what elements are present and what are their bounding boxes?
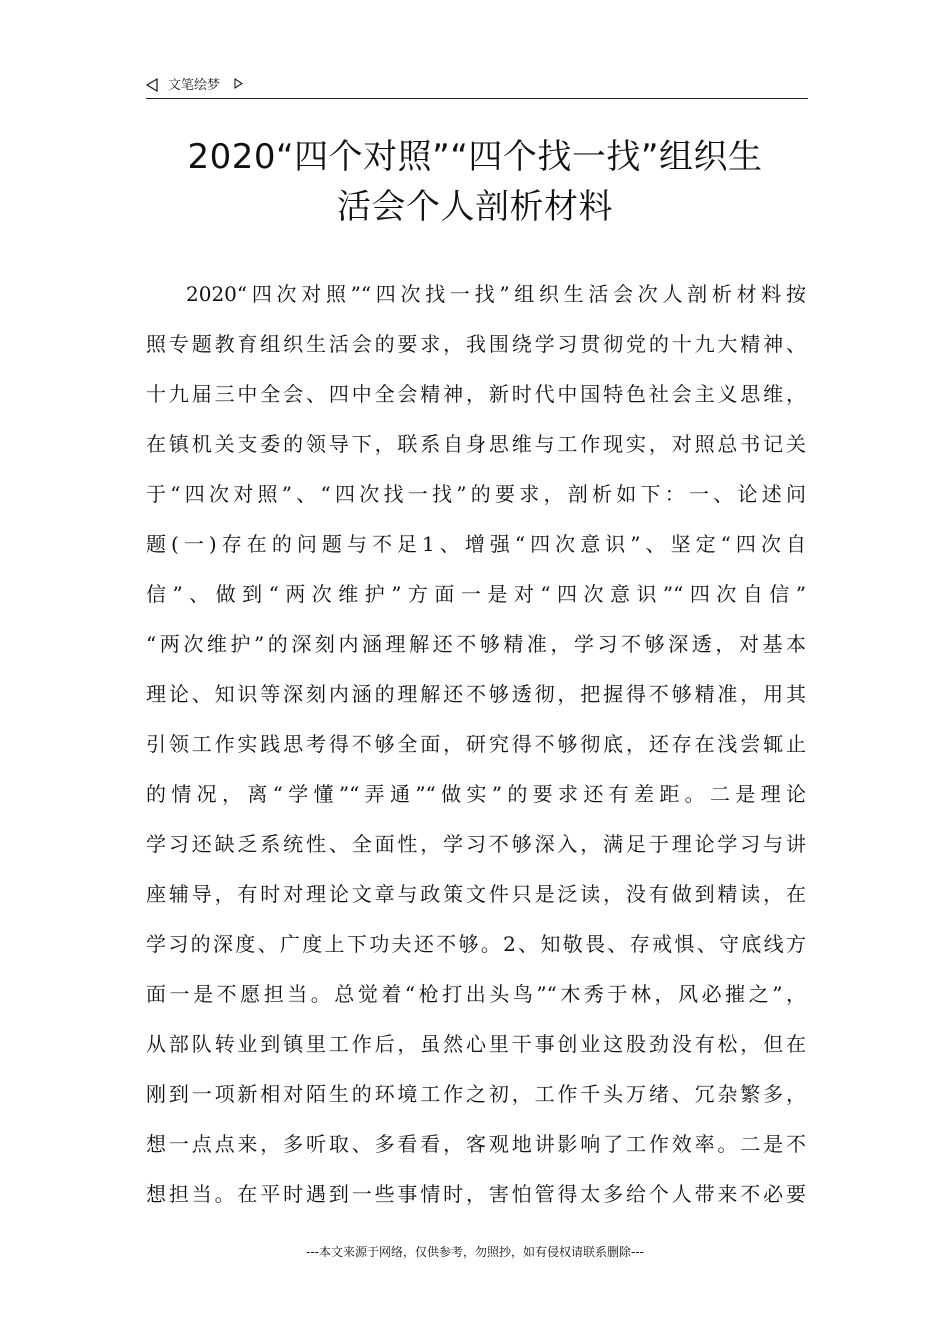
body-line: 十九届三中全会、四中全会精神，新时代中国特色社会主义思维， [146,382,806,406]
body-line: 想担当。在平时遇到一些事情时，害怕管得太多给个人带来不必要 [146,1182,806,1206]
body-line: 面一是不愿担当。总觉着“枪打出头鸟”“木秀于林，风必摧之”， [146,982,806,1006]
body-line: 学习还缺乏系统性、全面性，学习不够深入，满足于理论学习与讲 [146,832,806,856]
title-line-2: 活会个人剖析材料 [337,187,613,227]
body-line: 刚到一项新相对陌生的环境工作之初，工作千头万绪、冗杂繁多， [146,1082,806,1106]
page-header [146,74,808,99]
body-line: 在镇机关支委的领导下，联系自身思维与工作现实，对照总书记关 [146,432,806,456]
body-line: 信”、做到“两次维护”方面一是对“四次意识”“四次自信” [146,582,806,606]
body-line: 从部队转业到镇里工作后，虽然心里干事创业这股劲没有松，但在 [146,1032,806,1056]
body-line: “两次维护”的深刻内涵理解还不够精准，学习不够深透，对基本 [146,632,806,656]
title-line-1: 2020“四个对照”“四个找一找”组织生 [187,137,763,177]
body-line: 引领工作实践思考得不够全面，研究得不够彻底，还存在浅尝辄止 [146,732,806,756]
page-footer: ---本文来源于网络，仅供参考，勿照抄，如有侵权请联系删除--- [306,1245,644,1259]
body-line: 座辅导，有时对理论文章与政策文件只是泛读，没有做到精读，在 [146,882,806,906]
body-line: 照专题教育组织生活会的要求，我围绕学习贯彻党的十九大精神、 [146,332,806,356]
triangle-left-icon [146,78,158,92]
triangle-right-icon [234,78,243,89]
header-brand: 文笔绘梦 [168,78,221,93]
body-line: 题(一)存在的问题与不足1、增强“四次意识”、坚定“四次自 [146,532,806,556]
body-paragraph [146,272,806,1222]
body-line: 理论、知识等深刻内涵的理解还不够透彻，把握得不够精准，用其 [146,682,806,706]
page-title [120,132,830,232]
body-line: 2020“四次对照”“四次找一找”组织生活会次人剖析材料按 [186,282,806,306]
body-line: 的情况，离“学懂”“弄通”“做实”的要求还有差距。二是理论 [146,782,806,806]
body-line: 学习的深度、广度上下功夫还不够。2、知敬畏、存戒惧、守底线方 [146,932,806,956]
body-line: 想一点点来，多听取、多看看，客观地讲影响了工作效率。二是不 [146,1132,806,1156]
body-line: 于“四次对照”、“四次找一找”的要求，剖析如下：一、论述问 [146,482,806,506]
